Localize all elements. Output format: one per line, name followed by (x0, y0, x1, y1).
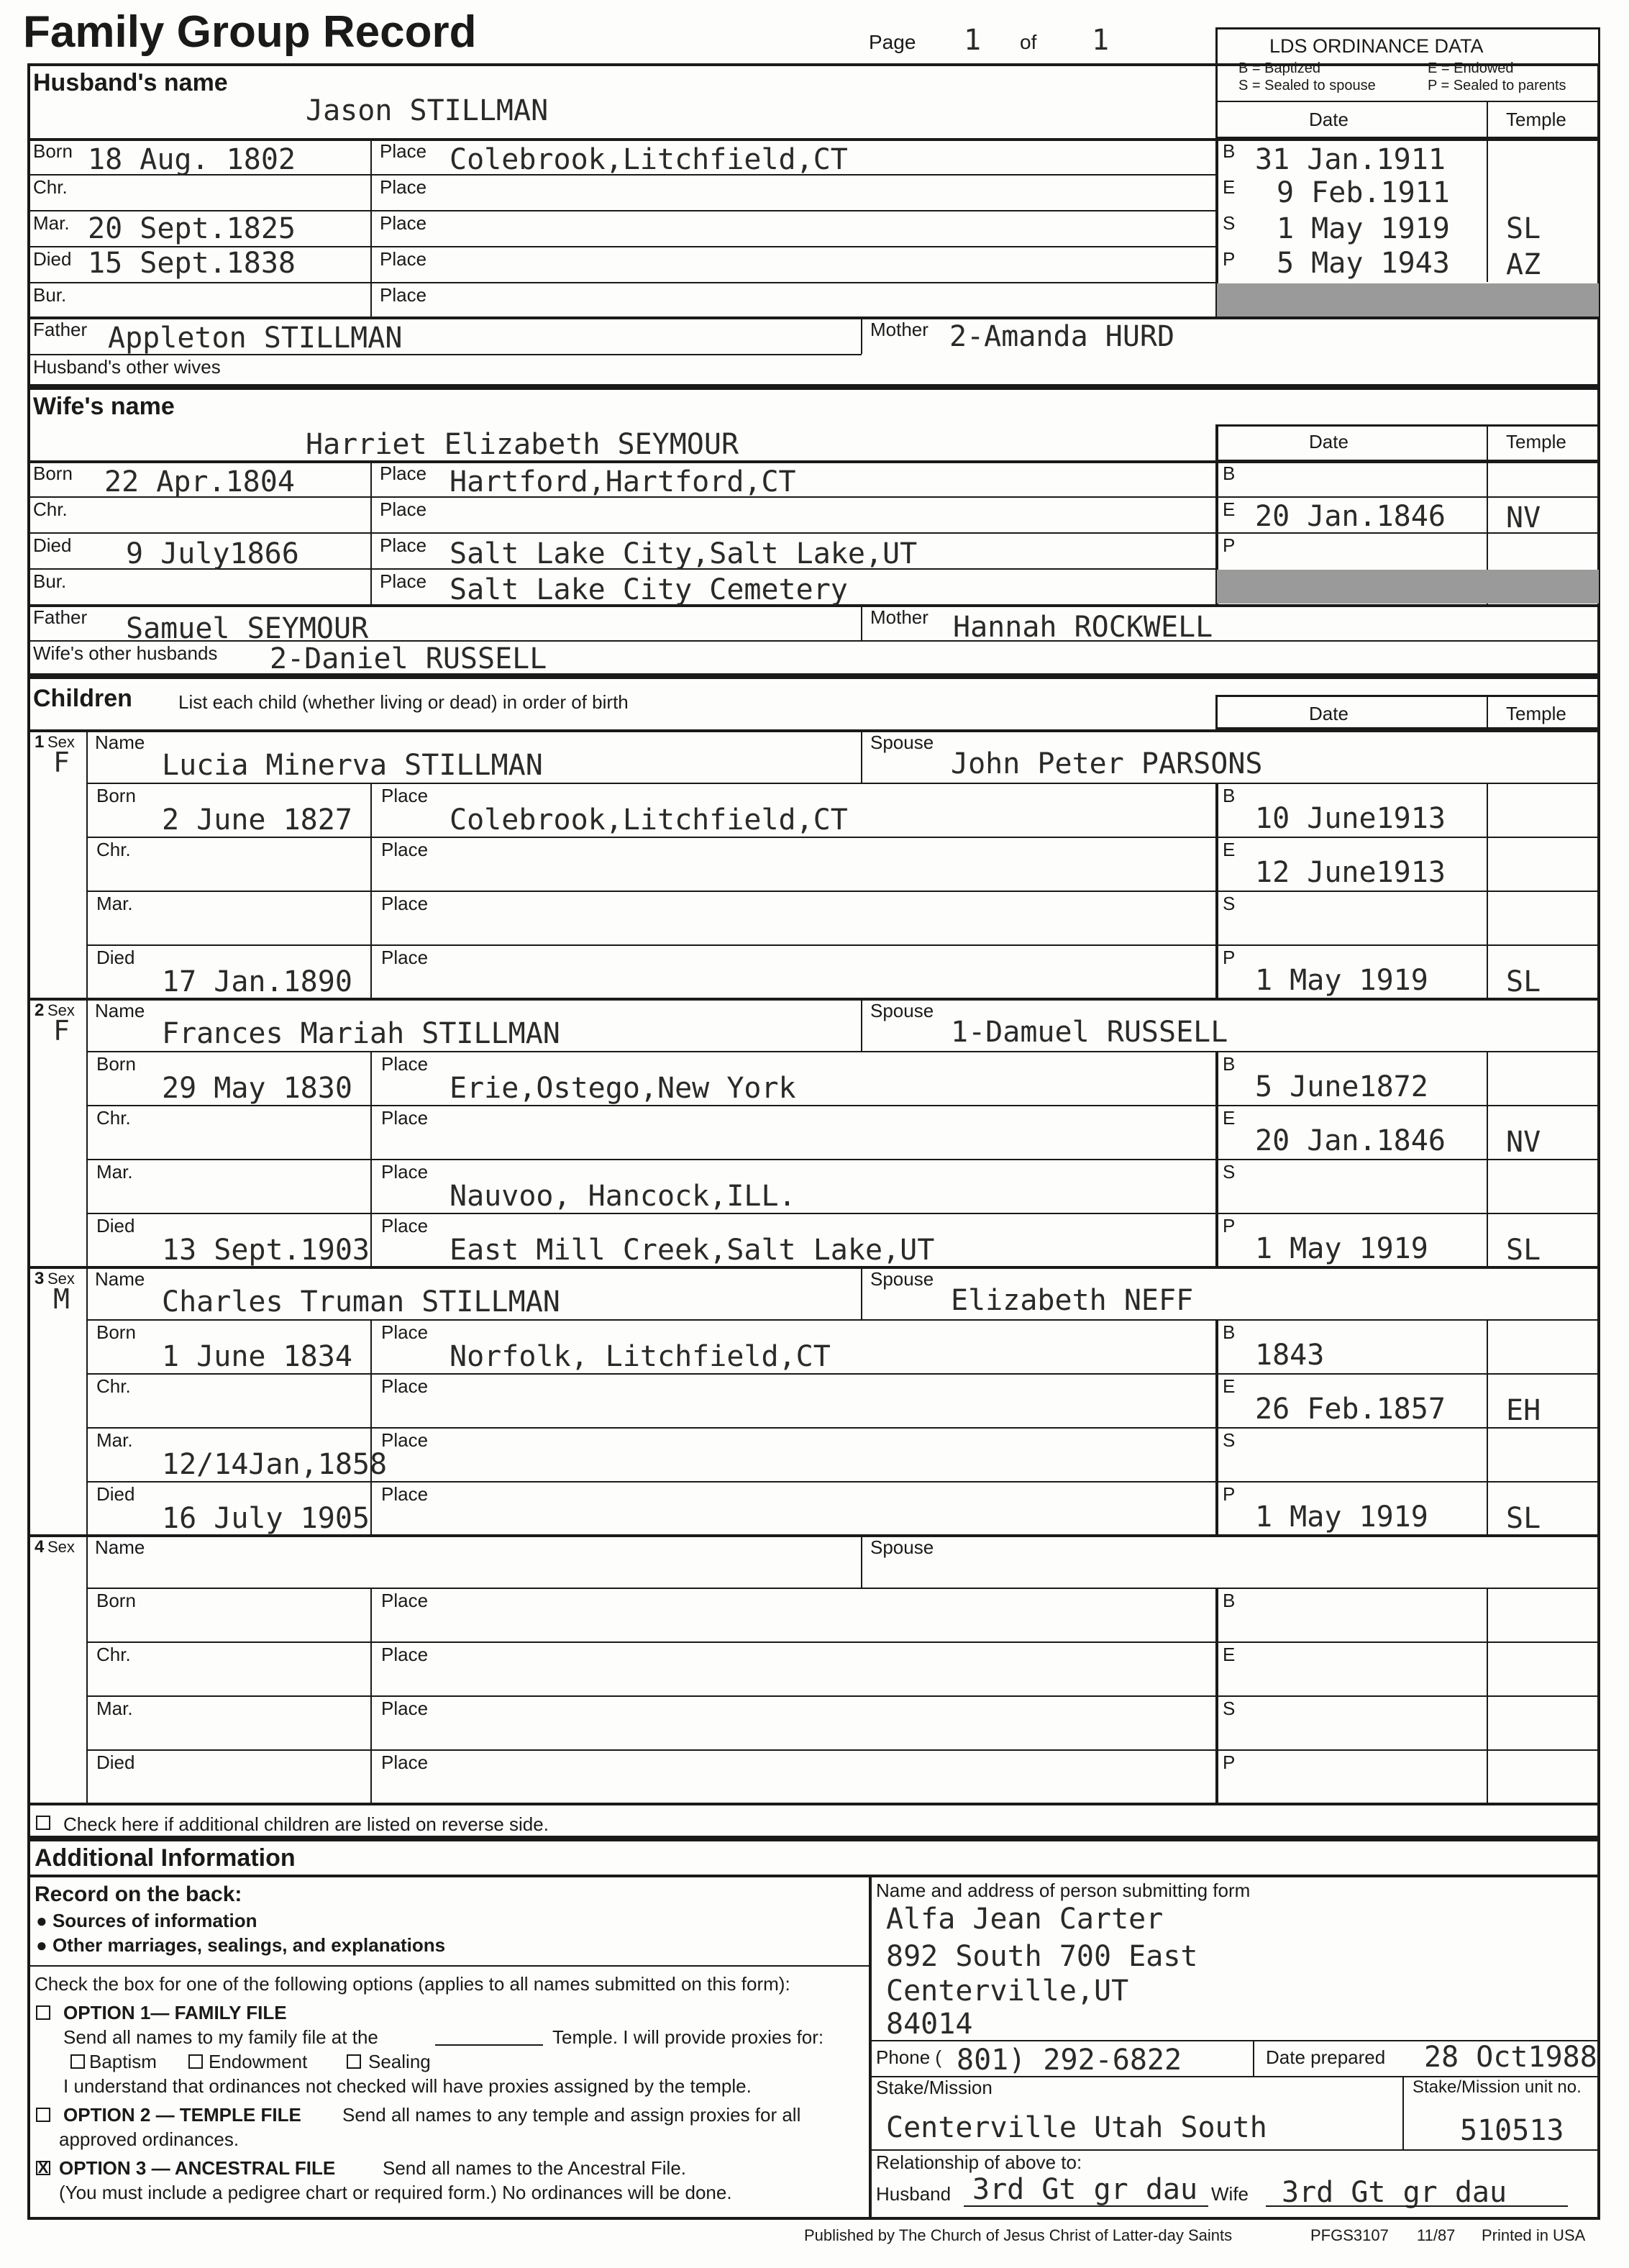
child-3-mar-place-label: Place (381, 1429, 429, 1451)
wife-heading: Wife's name (33, 393, 175, 420)
child-1-name-label: Name (95, 732, 145, 753)
wife-temple-label: Temple (1506, 431, 1566, 452)
child-1-died-place-label: Place (381, 947, 429, 968)
wife-ord-p-label: P (1223, 534, 1236, 556)
child-2-born-place-label: Place (381, 1053, 429, 1075)
child-1-born-label: Born (96, 785, 136, 806)
lds-title: LDS ORDINANCE DATA (1269, 35, 1484, 57)
child-2-born-place[interactable]: Erie,Ostego,New York (450, 1072, 796, 1105)
child-2-spouse-label: Spouse (870, 1000, 934, 1021)
child-1-spouse-label: Spouse (870, 732, 934, 753)
husband-ord-e-label: E (1223, 176, 1236, 198)
child-2-born-label: Born (96, 1053, 136, 1075)
husband-name[interactable]: Jason STILLMAN (306, 94, 549, 127)
child-1-born-date[interactable]: 2 June 1827 (162, 803, 352, 837)
child-1-mar-label: Mar. (96, 893, 133, 914)
child-2-number: 2 (35, 1001, 45, 1020)
child-3-chr-label: Chr. (96, 1375, 131, 1397)
submitter-line-2[interactable]: 892 South 700 East (886, 1940, 1198, 1973)
child-1-died-label: Died (96, 947, 135, 968)
husband-died-label: Died (33, 248, 72, 270)
husband-bur-place-label: Place (380, 284, 427, 306)
wife-mother[interactable]: Hannah ROCKWELL (953, 611, 1213, 644)
child-3-ord-p-date[interactable]: 1 May 1919 (1255, 1500, 1428, 1534)
husband-bur-label: Bur. (33, 284, 67, 306)
child-2-ord-e-date[interactable]: 20 Jan.1846 (1255, 1124, 1446, 1157)
lds-date-label: Date (1309, 109, 1349, 130)
child-3-mar-label: Mar. (96, 1429, 133, 1451)
endowment-checkbox[interactable] (188, 2054, 203, 2069)
footer-published: Published by The Church of Jesus Christ of Latter-day Saints (804, 2226, 1233, 2244)
baptism-label: Baptism (89, 2051, 157, 2072)
child-2-chr-label: Chr. (96, 1107, 131, 1129)
child-4-mar-place-label: Place (381, 1698, 429, 1719)
child-1-born-place[interactable]: Colebrook,Litchfield,CT (450, 803, 848, 837)
husband-ord-b-label: B (1223, 140, 1236, 162)
husband-died-place-label: Place (380, 248, 427, 270)
child-4-chr-place-label: Place (381, 1644, 429, 1665)
bullet-2-text: Other marriages, sealings, and explanations (52, 1934, 446, 1956)
child-2-name-label: Name (95, 1000, 145, 1021)
form-title: Family Group Record (23, 7, 477, 57)
stake-label: Stake/Mission (876, 2077, 993, 2098)
bullet-2: ● Other marriages, sealings, and explanations (36, 1934, 446, 1956)
husband-ord-s-temple[interactable]: SL (1506, 212, 1541, 245)
child-2-chr-place-label: Place (381, 1107, 429, 1129)
child-3-sex-label: Sex (47, 1270, 75, 1288)
child-4-ord-b-label: B (1223, 1590, 1236, 1611)
wife-born-place[interactable]: Hartford,Hartford,CT (450, 465, 796, 498)
submitter-label: Name and address of person submitting form (876, 1880, 1251, 1901)
child-3-ord-p-label: P (1223, 1483, 1236, 1505)
husband-ord-b-date[interactable]: 31 Jan.1911 (1255, 143, 1446, 176)
husband-born-place-label: Place (380, 140, 427, 162)
child-3-spouse-label: Spouse (870, 1268, 934, 1290)
child-4-ord-p-label: P (1223, 1752, 1236, 1773)
wife-died-date[interactable]: 9 July1866 (126, 537, 299, 570)
option2-text-1: Send all names to any temple and assign proxies for all (342, 2104, 801, 2126)
wife-died-place-label: Place (380, 534, 427, 556)
child-3-name-label: Name (95, 1268, 145, 1290)
lds-legend-s: S = Sealed to spouse (1238, 78, 1376, 94)
child-2-mar-place[interactable]: Nauvoo, Hancock,ILL. (450, 1180, 796, 1213)
child-1-died-date[interactable]: 17 Jan.1890 (162, 965, 352, 998)
wife-date-label: Date (1309, 431, 1349, 452)
child-1-ord-p-label: P (1223, 947, 1236, 968)
child-1-ord-e-date[interactable]: 12 June1913 (1255, 856, 1446, 889)
husband-chr-label: Chr. (33, 176, 68, 198)
child-4-sex-label: Sex (47, 1538, 75, 1556)
wife-chr-label: Chr. (33, 498, 68, 520)
husband-ord-p-label: P (1223, 248, 1236, 270)
husband-ord-p-date[interactable]: 5 May 1943 (1277, 247, 1450, 280)
child-2-mar-place-label: Place (381, 1161, 429, 1183)
husband-mother[interactable]: 2-Amanda HURD (949, 320, 1175, 353)
child-4-mar-label: Mar. (96, 1698, 133, 1719)
husband-born-label: Born (33, 140, 73, 162)
submitter-line-1[interactable]: Alfa Jean Carter (886, 1903, 1164, 1936)
child-3-ord-p-temple[interactable]: SL (1506, 1502, 1541, 1535)
phone-label: Phone ( (876, 2046, 942, 2068)
option3-title: OPTION 3 — ANCESTRAL FILE (59, 2157, 336, 2179)
submitter-line-3[interactable]: Centerville,UT (886, 1975, 1129, 2008)
husband-chr-place-label: Place (380, 176, 427, 198)
children-heading: Children (33, 685, 132, 712)
child-2-died-place-label: Place (381, 1215, 429, 1237)
child-3-ord-b-date[interactable]: 1843 (1255, 1339, 1325, 1372)
child-1-number: 1 (35, 732, 45, 752)
husband-mar-label: Mar. (33, 212, 70, 234)
date-prepared-value[interactable]: 28 Oct1988 (1424, 2041, 1597, 2074)
child-2-ord-s-label: S (1223, 1161, 1236, 1183)
children-note: List each child (whether living or dead) in order of birth (178, 691, 629, 713)
husband-bur-shade (1217, 283, 1599, 316)
child-4-died-label: Died (96, 1752, 135, 1773)
submitter-line-4[interactable]: 84014 (886, 2008, 973, 2041)
child-1-spouse[interactable]: John Peter PARSONS (951, 747, 1263, 780)
footer-date: 11/87 (1417, 2226, 1456, 2244)
child-1-sex[interactable]: F (53, 747, 70, 778)
of-label: of (1020, 31, 1037, 53)
child-4-born-place-label: Place (381, 1590, 429, 1611)
option1-text-1: Send all names to my family file at the (63, 2026, 378, 2048)
option3-text-2: (You must include a pedigree chart or required form.) No ordinances will be done. (59, 2182, 732, 2203)
baptism-checkbox[interactable] (70, 2054, 85, 2069)
wife-father[interactable]: Samuel SEYMOUR (126, 612, 369, 645)
option1-note: I understand that ordinances not checked will have proxies assigned by the temple. (63, 2075, 752, 2097)
child-4-chr-label: Chr. (96, 1644, 131, 1665)
child-2-born-date[interactable]: 29 May 1830 (162, 1072, 352, 1105)
child-2-ord-p-label: P (1223, 1215, 1236, 1237)
wife-born-label: Born (33, 463, 73, 484)
child-2-ord-p-temple[interactable]: SL (1506, 1234, 1541, 1267)
child-2-died-place[interactable]: East Mill Creek,Salt Lake,UT (450, 1234, 935, 1267)
child-3-number: 3 (35, 1269, 45, 1288)
page-total[interactable]: 1 (1092, 24, 1110, 57)
child-3-ord-s-label: S (1223, 1429, 1236, 1451)
child-2-ord-p-date[interactable]: 1 May 1919 (1255, 1232, 1428, 1265)
child-3-died-label: Died (96, 1483, 135, 1505)
child-2-ord-b-label: B (1223, 1053, 1236, 1075)
child-4-ord-s-label: S (1223, 1698, 1236, 1719)
child-1-born-place-label: Place (381, 785, 429, 806)
child-3-sex[interactable]: M (53, 1283, 70, 1315)
child-1-ord-e-label: E (1223, 839, 1236, 860)
date-prepared-label: Date prepared (1266, 2046, 1386, 2068)
wife-bur-place[interactable]: Salt Lake City Cemetery (450, 573, 848, 606)
rel-wife-label: Wife (1211, 2183, 1249, 2205)
husband-mar-place-label: Place (380, 212, 427, 234)
wife-ord-e-label: E (1223, 498, 1236, 520)
child-3-spouse[interactable]: Elizabeth NEFF (951, 1284, 1194, 1317)
wife-bur-shade (1217, 570, 1599, 604)
unit-value[interactable]: 510513 (1460, 2114, 1564, 2147)
husband-born-place[interactable]: Colebrook,Litchfield,CT (450, 143, 848, 176)
husband-ord-s-date[interactable]: 1 May 1919 (1277, 212, 1450, 245)
child-3-ord-e-date[interactable]: 26 Feb.1857 (1255, 1393, 1446, 1426)
child-1-ord-s-label: S (1223, 893, 1236, 914)
husband-ord-p-temple[interactable]: AZ (1506, 248, 1541, 281)
child-1-ord-b-date[interactable]: 10 June1913 (1255, 802, 1446, 835)
page-number[interactable]: 1 (964, 24, 982, 57)
sealing-label: Sealing (368, 2051, 431, 2072)
wife-died-place[interactable]: Salt Lake City,Salt Lake,UT (450, 537, 918, 570)
reverse-side-note: Check here if additional children are listed on reverse side. (63, 1813, 549, 1835)
option1-title: OPTION 1— FAMILY FILE (63, 2002, 287, 2023)
option-intro: Check the box for one of the following options (applies to all names submitted on this form): (35, 1973, 790, 1995)
wife-other[interactable]: 2-Daniel RUSSELL (270, 642, 547, 675)
child-2-sex[interactable]: F (53, 1015, 70, 1047)
wife-bur-place-label: Place (380, 570, 427, 592)
child-4-born-label: Born (96, 1590, 136, 1611)
page-label: Page (869, 31, 916, 53)
children-temple-label: Temple (1506, 703, 1566, 724)
child-3-born-place-label: Place (381, 1321, 429, 1343)
child-3-died-date[interactable]: 16 July 1905 (162, 1502, 370, 1535)
child-3-ord-b-label: B (1223, 1321, 1236, 1343)
child-1-name[interactable]: Lucia Minerva STILLMAN (162, 749, 543, 782)
child-2-ord-e-temple[interactable]: NV (1506, 1126, 1541, 1159)
wife-mother-label: Mother (870, 606, 928, 628)
child-2-ord-b-date[interactable]: 5 June1872 (1255, 1070, 1428, 1103)
option2-checkbox[interactable] (36, 2108, 50, 2122)
stake-value[interactable]: Centerville Utah South (886, 2111, 1267, 2144)
option2-title: OPTION 2 — TEMPLE FILE (63, 2104, 301, 2126)
footer-code: PFGS3107 (1310, 2226, 1389, 2244)
additional-heading: Additional Information (35, 1844, 296, 1872)
children-date-label: Date (1309, 703, 1349, 724)
husband-ord-e-date[interactable]: 9 Feb.1911 (1277, 176, 1450, 209)
option1-checkbox[interactable] (36, 2005, 50, 2020)
option1-text-2: Temple. I will provide proxies for: (552, 2026, 824, 2048)
lds-legend-b: B = Baptized (1238, 60, 1320, 76)
wife-died-label: Died (33, 534, 72, 556)
lds-temple-label: Temple (1506, 109, 1566, 130)
bullet-1-text: Sources of information (52, 1910, 257, 1931)
wife-ord-e-date[interactable]: 20 Jan.1846 (1255, 500, 1446, 533)
option3-text-1: Send all names to the Ancestral File. (383, 2157, 687, 2179)
husband-father[interactable]: Appleton STILLMAN (108, 322, 403, 355)
child-4-number: 4 (35, 1537, 45, 1557)
child-3-died-place-label: Place (381, 1483, 429, 1505)
lds-legend-p: P = Sealed to parents (1428, 78, 1566, 94)
bullet-1: ● Sources of information (36, 1910, 257, 1931)
child-2-name[interactable]: Frances Mariah STILLMAN (162, 1017, 560, 1050)
husband-heading: Husband's name (33, 69, 228, 96)
child-1-ord-p-temple[interactable]: SL (1506, 965, 1541, 998)
child-2-spouse[interactable]: 1-Damuel RUSSELL (951, 1016, 1228, 1049)
child-4-ord-e-label: E (1223, 1644, 1236, 1665)
sealing-checkbox[interactable] (347, 2054, 361, 2069)
child-3-born-label: Born (96, 1321, 136, 1343)
wife-name[interactable]: Harriet Elizabeth SEYMOUR (306, 428, 739, 461)
child-4-died-place-label: Place (381, 1752, 429, 1773)
child-3-name[interactable]: Charles Truman STILLMAN (162, 1285, 560, 1319)
child-1-ord-p-date[interactable]: 1 May 1919 (1255, 964, 1428, 997)
wife-father-label: Father (33, 606, 88, 628)
rel-wife-value[interactable]: 3rd Gt gr dau (1282, 2176, 1507, 2209)
child-1-chr-place-label: Place (381, 839, 429, 860)
child-2-died-label: Died (96, 1215, 135, 1237)
husband-ord-s-label: S (1223, 212, 1236, 234)
child-3-ord-e-label: E (1223, 1375, 1236, 1397)
phone-value[interactable]: 801) 292-6822 (957, 2044, 1182, 2077)
rel-husband-label: Husband (876, 2183, 952, 2205)
rel-husband-value[interactable]: 3rd Gt gr dau (972, 2173, 1198, 2206)
lds-legend-e: E = Endowed (1428, 60, 1514, 76)
child-4-name-label: Name (95, 1536, 145, 1558)
footer-printed: Printed in USA (1482, 2226, 1586, 2244)
relationship-label: Relationship of above to: (876, 2151, 1082, 2173)
option3-checkbox[interactable]: X (36, 2161, 50, 2175)
child-2-died-date[interactable]: 13 Sept.1903 (162, 1234, 370, 1267)
child-1-sex-label: Sex (47, 733, 75, 751)
child-3-chr-place-label: Place (381, 1375, 429, 1397)
wife-born-date[interactable]: 22 Apr.1804 (104, 465, 295, 498)
record-back-label: Record on the back: (35, 1882, 242, 1906)
child-3-born-date[interactable]: 1 June 1834 (162, 1340, 352, 1373)
husband-other-label: Husband's other wives (33, 356, 221, 378)
child-3-mar-date[interactable]: 12/14Jan,1858 (162, 1448, 388, 1481)
husband-died-date[interactable]: 15 Sept.1838 (88, 247, 296, 280)
child-4-spouse-label: Spouse (870, 1536, 934, 1558)
child-1-mar-place-label: Place (381, 893, 429, 914)
unit-label: Stake/Mission unit no. (1413, 2077, 1582, 2097)
additional-children-checkbox[interactable] (36, 1816, 50, 1830)
husband-father-label: Father (33, 319, 88, 340)
child-2-mar-label: Mar. (96, 1161, 133, 1183)
child-1-chr-label: Chr. (96, 839, 131, 860)
child-3-born-place[interactable]: Norfolk, Litchfield,CT (450, 1340, 831, 1373)
wife-bur-label: Bur. (33, 570, 67, 592)
child-1-ord-b-label: B (1223, 785, 1236, 806)
wife-chr-place-label: Place (380, 498, 427, 520)
wife-ord-b-label: B (1223, 463, 1236, 484)
child-3-ord-e-temple[interactable]: EH (1506, 1394, 1541, 1427)
child-2-ord-e-label: E (1223, 1107, 1236, 1129)
husband-mother-label: Mother (870, 319, 928, 340)
option2-text-2: approved ordinances. (59, 2128, 239, 2150)
child-2-sex-label: Sex (47, 1001, 75, 1019)
wife-ord-e-temple[interactable]: NV (1506, 501, 1541, 534)
wife-born-place-label: Place (380, 463, 427, 484)
wife-other-label: Wife's other husbands (33, 642, 218, 664)
husband-born-date[interactable]: 18 Aug. 1802 (88, 143, 296, 176)
endowment-label: Endowment (209, 2051, 308, 2072)
husband-mar-date[interactable]: 20 Sept.1825 (88, 212, 296, 245)
